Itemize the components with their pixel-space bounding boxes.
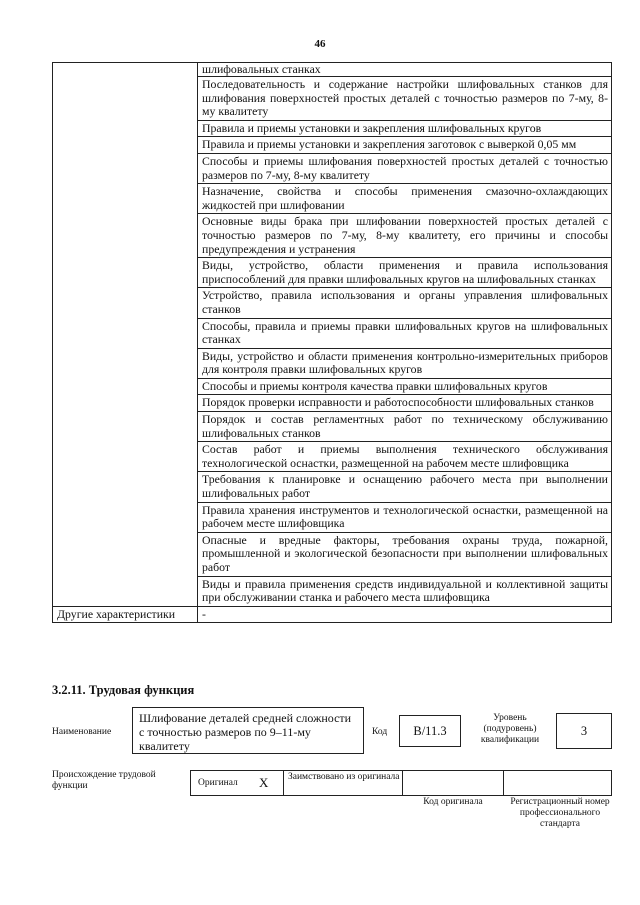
requirements-table <box>52 62 612 623</box>
table-row <box>53 63 612 77</box>
knowledge-item: Способы и приемы шлифования поверхностей простых деталей с точностью размеров по 7-му, 8-му квалитету <box>198 153 612 183</box>
knowledge-item: Виды, устройство, области применения и правила использования приспособлений для правки шлифовальных кругов на шлифовальных станках <box>198 258 612 288</box>
knowledge-item: Последовательность и содержание настройки шлифовальных станков для шлифования поверхностей простых деталей с точностью размеров по 7-му, 8-му квалитету <box>198 77 612 121</box>
other-characteristics-value: - <box>198 606 612 623</box>
original-cell <box>190 770 284 796</box>
level-label: Уровень (подуровень) квалификации <box>480 713 540 745</box>
knowledge-item: Способы и приемы контроля качества правки шлифовальных кругов <box>198 378 612 395</box>
code-value: B/11.3 <box>413 724 447 738</box>
knowledge-item: Устройство, правила использования и органы управления шлифовальных станков <box>198 288 612 318</box>
knowledge-item: Способы, правила и приемы правки шлифовальных кругов на шлифовальных станках <box>198 318 612 348</box>
knowledge-item: Опасные и вредные факторы, требования охраны труда, пожарной, промышленной и экологической безопасности при выполнении шлифовальных работ <box>198 532 612 576</box>
borrowed-label: Заимствовано из оригинала <box>288 772 400 782</box>
knowledge-item: Виды, устройство и области применения контрольно-измерительных приборов для контроля правки шлифовальных кругов <box>198 348 612 378</box>
knowledge-item: Правила хранения инструментов и технологической оснастки, размещенной на рабочем месте шлифовщика <box>198 502 612 532</box>
original-mark: X <box>259 775 269 790</box>
knowledge-item: Основные виды брака при шлифовании поверхностей простых деталей с точностью размеров по 7-му, 8-му квалитету, его причины и способы предупреждения и устранения <box>198 214 612 258</box>
name-label: Наименование <box>52 727 112 737</box>
function-name-box <box>132 707 364 754</box>
reg-number-label: Регистрационный номер профессионального стандарта <box>510 797 610 829</box>
knowledge-item: Виды и правила применения средств индивидуальной и коллективной защиты при обслуживании станка и рабочего места шлифовщика <box>198 576 612 606</box>
function-name-value: Шлифование деталей средней сложности с точностью размеров по 9–11-му квалитету <box>139 711 352 753</box>
code-label: Код <box>372 727 388 737</box>
knowledge-item: Состав работ и приемы выполнения технического обслуживания технологической оснастки, размещенной на рабочем месте шлифовщика <box>198 442 612 472</box>
original-code-cell <box>402 770 504 796</box>
level-box <box>556 713 612 749</box>
borrowed-cell <box>283 770 403 796</box>
knowledge-item: Правила и приемы установки и закрепления шлифовальных кругов <box>198 120 612 137</box>
knowledge-item: Порядок и состав регламентных работ по техническому обслуживанию шлифовальных станков <box>198 412 612 442</box>
level-value: 3 <box>580 724 588 738</box>
table-row <box>53 606 612 623</box>
knowledge-item: Порядок проверки исправности и работоспособности шлифовальных станков <box>198 395 612 412</box>
code-box <box>399 715 461 747</box>
original-label: Оригинал <box>198 778 238 788</box>
knowledge-item: Правила и приемы установки и закрепления заготовок с выверкой 0,05 мм <box>198 137 612 154</box>
other-characteristics-label: Другие характеристики <box>53 606 198 623</box>
reg-number-cell <box>503 770 612 796</box>
knowledge-item: Требования к планировке и оснащению рабочего места при выполнении шлифовальных работ <box>198 472 612 502</box>
page-number: 46 <box>314 38 326 50</box>
knowledge-item: шлифовальных станках <box>198 63 612 77</box>
knowledge-label-cell <box>53 63 198 607</box>
knowledge-item: Назначение, свойства и способы применения смазочно-охлаждающих жидкостей при шлифовании <box>198 184 612 214</box>
section-title: 3.2.11. Трудовая функция <box>52 683 195 697</box>
code-original-label: Код оригинала <box>423 797 483 807</box>
origin-label: Происхождение трудовой функции <box>52 770 156 791</box>
